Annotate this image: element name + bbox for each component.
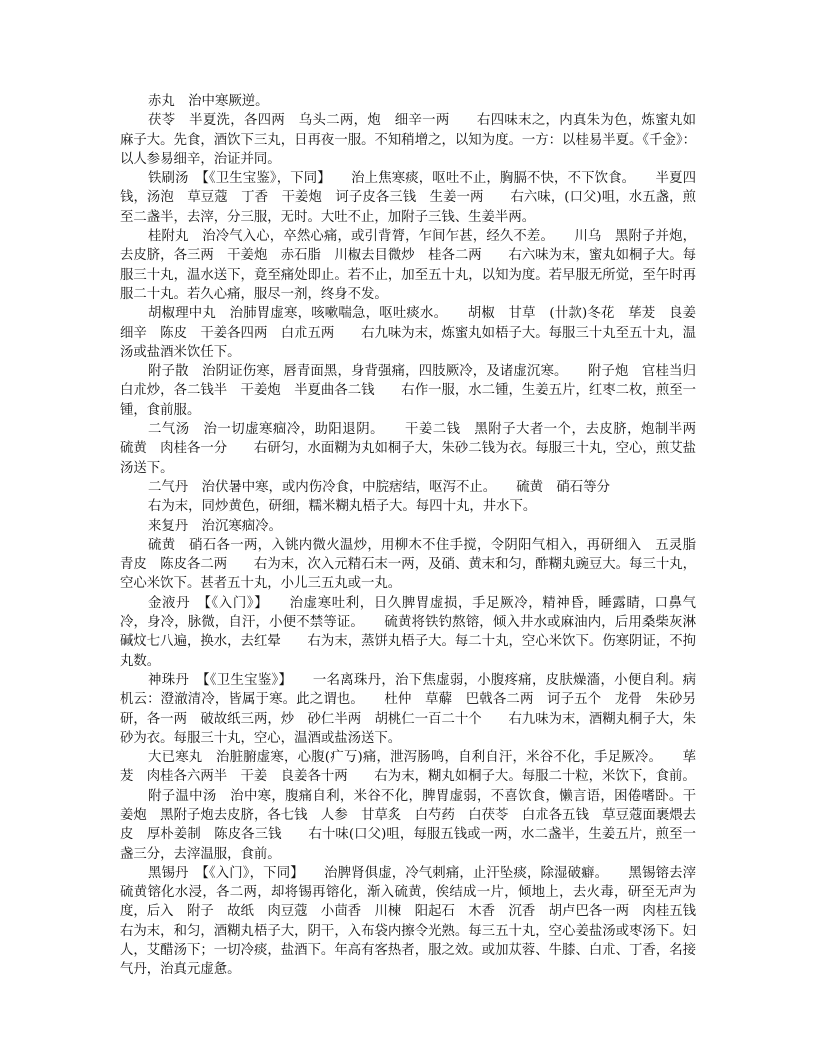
paragraph-hujiao-lizhongwan: 胡椒理中丸 治肺胃虚寒，咳嗽喘急，呕吐痰水。 胡椒 甘草 (卄款)冬花 荜茇 良姜 细辛 陈皮 干姜各四两 白朮五两 右九味为末，炼蜜丸如梧子大。每服三十丸至五十丸，温汤或盐酒米饮任下。 [120, 306, 710, 360]
paragraph-tieshuatang: 铁刷汤 【《卫生宝鉴》，下同】 治上焦寒痰，呕吐不止，胸膈不快，不下饮食。 半夏四钱，汤泡 草豆蔻 丁香 干姜炮 诃子皮各三钱 生姜一两 右六味，(口父)咀，水五盏，煎至二盏半，去滓，分三服，无时。大吐不止，加附子三钱、生姜半两。 [120, 171, 696, 225]
paragraph-shenzhudan: 神珠丹 【《卫生宝鉴》】 一名离珠丹，治下焦虚弱，小腹疼痛，皮肤燥濇，小便自利。病机云：澄澈清冷，皆属于寒。此之谓也。 杜仲 草薢 巴戟各二两 诃子五个 龙骨 朱砂另研，各一两 破故纸三两，炒 砂仁半两 胡桃仁一百二十个 右九味为末，酒糊丸桐子大，朱砂为衣。每服三十丸，空心，温酒或盐汤送下。 [120, 672, 696, 746]
paragraph-laifudan-recipe: 硫黄 硝石各一两，入铫内微火温炒，用柳木不住手搅，令阴阳气相入，再研细入 五灵脂 青皮 陈皮各二两 右为末，次入元精石末一两，及硝、黄末和匀，酢糊丸豌豆大。每三十丸，空心米饮下。甚者五十丸，小儿三五丸或一丸。 [120, 537, 710, 592]
paragraph-erqidan-title: 二气丹 治伏暑中寒，或内伤冷食，中脘痞结，呕泻不止。 硫黄 硝石等分 [148, 479, 610, 495]
paragraph-dayihanwan: 大已寒丸 治脏腑虚寒，心腹(疒丂)痛，泄泻肠鸣，自利自汗，米谷不化，手足厥冷。 荜茇 肉桂各六两半 干姜 良姜各十两 右为末，糊丸如桐子大。每服二十粒，米饮下，食前。 [120, 750, 696, 785]
paragraph-jinyedan: 金液丹 【《入门》】 治虚寒吐利，日久脾胃虚损，手足厥冷，精神昏，睡露睛，口鼻气冷，身冷，脉微，自汗，小便不禁等证。 硫黄将铁钓熬镕，倾入井水或麻油内，后用桑柴灰淋碱炆七八遍，换水，去红晕 右为末，蒸饼丸梧子大。每二十丸，空心米饮下。伤寒阴证，不拘丸数。 [120, 595, 696, 669]
paragraph-heixidan: 黑锡丹 【《入门》，下同】 治脾肾俱虚，冷气刺痛，止汗坠痰，除湿破癖。 黑锡镕去滓 硫黄镕化水浸，各二两，却将锡再镕化，渐入硫黄，俟结成一片，倾地上，去火毒，研至无声为度，后入 附子 故纸 肉豆蔻 小茴香 川楝 阳起石 木香 沉香 胡卢巴各一两 肉桂五钱 右为末，和匀，酒糊丸梧子大，阴干，入布袋内擦令光熟。每三五十丸，空心姜盐汤或枣汤下。妇人，艾醋汤下；一切冷痰，盐酒下。年高有客热者，服之效。或加苁蓉、牛膝、白朮、丁香，名接气丹，治真元虚惫。 [120, 865, 723, 978]
paragraph-laifudan-title: 来复丹 治沉寒痼冷。 [148, 518, 282, 534]
paragraph-chiwan-recipe: 茯苓 半夏洗，各四两 乌头二两，炮 细辛一两 右四味末之，内真朱为色，炼蜜丸如麻子大。先食，酒饮下三丸，日再夜一服。不知稍增之，以知为度。一方：以桂易半夏。《千金》：以人参易细辛，治证并同。 [120, 113, 696, 167]
paragraph-fuzi-wenzhongtang: 附子温中汤 治中寒，腹痛自利，米谷不化，脾胃虚弱，不喜饮食，懒言语，困倦嗜卧。干姜炮 黑附子炮去皮脐，各七钱 人参 甘草炙 白芍药 白茯苓 白朮各五钱 草豆蔻面裹煨去皮 厚朴姜制 陈皮各三钱 右十味(口父)咀，每服五钱或一两，水二盏半，生姜五片，煎至一盏三分，去滓温服，食前。 [120, 788, 696, 862]
paragraph-chiwan-title: 赤丸 治中寒厥逆。 [148, 94, 269, 109]
paragraph-fuzisan: 附子散 治阴证伤寒，唇青面黑，身背强痛，四肢厥冷，及诸虚沉寒。 附子炮 官桂当归 白朮炒，各二钱半 干姜炮 半夏曲各二钱 右作一服，水二锺，生姜五片，红枣二枚，煎至一锺，食前服。 [120, 364, 710, 418]
paragraph-erqidan-method: 右为末，同炒黄色，研细，糯米糊丸梧子大。每四十丸，井水下。 [148, 499, 537, 515]
paragraph-erqitang: 二气汤 治一切虚寒痼冷，助阳退阴。 干姜二钱 黑附子大者一个，去皮脐，炮制半两 硫黄 肉桂各一分 右研匀，水面糊为丸如桐子大，朱砂二钱为衣。每服三十丸，空心，煎艾盐汤送下。 [120, 422, 710, 476]
paragraph-guifuwan: 桂附丸 治冷气入心，卒然心痛，或引背膂，乍间乍甚，经久不差。 川乌 黑附子并炮，去皮脐，各三两 干姜炮 赤石脂 川椒去目微炒 桂各二两 右六味为末，蜜丸如桐子大。每服三十丸，温水送下，竟至痛处即止。若不止，加至五十丸，以知为度。若早服无所觉，至午时再服二十丸。若久心痛，服尽一剂，终身不发。 [120, 229, 696, 302]
